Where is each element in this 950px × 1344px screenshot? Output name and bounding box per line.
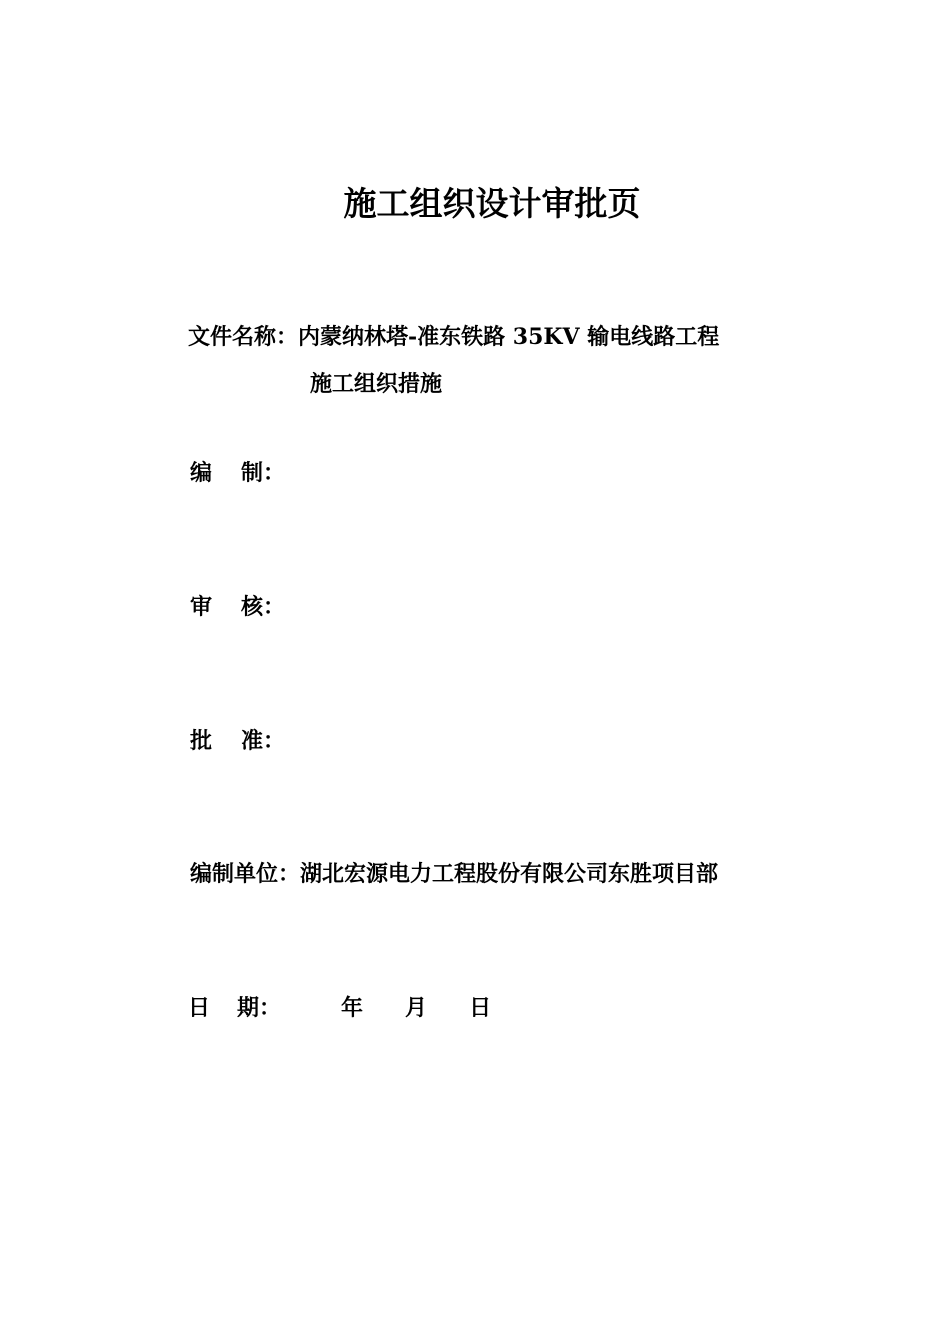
date-month-label: 月 [405,995,428,1021]
reviewer-row [190,592,285,622]
date-label-char2: 期： [237,995,282,1021]
compiler-label-char2: 制： [241,460,286,486]
approver-label-char2: 准： [241,728,286,754]
unit-value: 湖北宏源电力工程股份有限公司东胜项目部 [300,861,719,887]
reviewer-label-char2: 核： [241,594,286,620]
compiler-label-char1: 编 [190,460,213,486]
file-name-label: 文件名称： [188,324,299,350]
file-name-continuation [310,369,442,399]
unit-label: 编制单位： [190,861,301,887]
file-name-row [188,322,719,352]
compiler-row [190,458,285,488]
date-year-label: 年 [341,995,364,1021]
reviewer-label-char1: 审 [190,594,213,620]
file-name-value-line2: 施工组织措施 [310,371,443,397]
file-name-value-line1: 内蒙纳林塔-准东铁路 35KV 输电线路工程 [298,324,720,350]
page-title: 施工组织设计审批页 [343,184,641,223]
date-label-char1: 日 [188,995,211,1021]
approver-label-char1: 批 [190,728,213,754]
date-day-label: 日 [469,995,492,1021]
unit-row [190,859,718,889]
approver-row [190,726,285,756]
date-row [188,993,491,1023]
